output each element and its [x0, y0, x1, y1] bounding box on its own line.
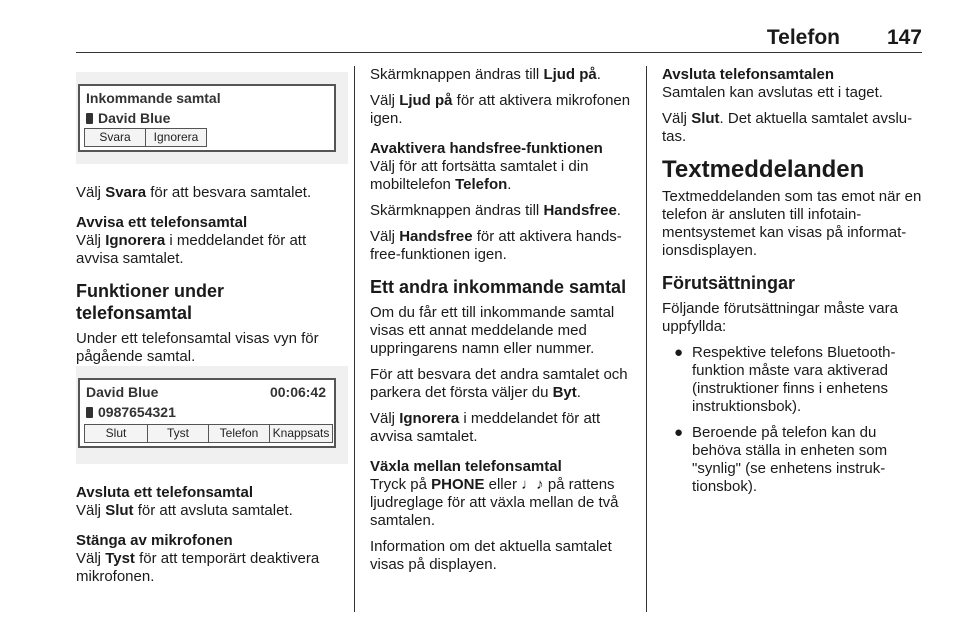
page-number: 147 — [886, 26, 922, 49]
requirements-list — [662, 344, 924, 496]
paragraph: För att besvara det andra samtalet och parkera det första väljer du Byt. — [370, 366, 628, 401]
heading: Funktioner under telefonsamtal — [76, 281, 224, 323]
phone-icon — [86, 113, 93, 124]
paragraph: Textmeddelanden som tas emot när en telefon är ansluten till infotainmentsystemet kan visas på informationsdisplayen. — [662, 188, 922, 259]
page-header — [76, 26, 922, 52]
paragraph: Välj Slut. Det aktuella samtalet avslutas. — [662, 110, 913, 145]
phone-icon — [86, 407, 93, 418]
heading: Förutsättningar — [662, 273, 795, 293]
number-row — [86, 404, 176, 420]
paragraph: Välj Slut för att avsluta samtalet. — [76, 502, 293, 519]
incoming-call-illustration — [76, 72, 348, 164]
section-heading: Textmeddelanden — [662, 156, 865, 183]
column-divider — [354, 66, 355, 612]
bullet-icon: ● — [674, 424, 684, 441]
mute-button[interactable]: Tyst — [147, 424, 209, 443]
paragraph: Välj Ignorera i meddelandet för att avvisa samtalet. — [76, 232, 307, 267]
paragraph: Välj Handsfree för att aktivera handsfree-funktionen igen. — [370, 228, 622, 263]
incoming-call-screen — [78, 84, 336, 152]
paragraph: Följande förutsättningar måste vara uppfyllda: — [662, 300, 898, 335]
subheading: Avvisa ett telefonsamtal — [76, 214, 248, 231]
caller-name: David Blue — [86, 384, 159, 400]
bullet-icon: ● — [674, 344, 684, 361]
caller-number: 0987654321 — [98, 404, 176, 420]
paragraph: Välj Ignorera i meddelandet för att avvisa samtalet. — [370, 410, 601, 445]
column-1-top — [76, 184, 340, 374]
paragraph: Skärmknappen ändras till Ljud på. — [370, 66, 601, 83]
end-button[interactable]: Slut — [84, 424, 148, 443]
paragraph: Under ett telefonsamtal visas vyn för pågående samtal. — [76, 330, 319, 365]
call-timer: 00:06:42 — [269, 384, 326, 400]
subheading: Avsluta ett telefonsamtal — [76, 484, 253, 501]
answer-button[interactable]: Svara — [84, 128, 146, 147]
subheading: Stänga av mikrofonen — [76, 532, 233, 549]
ignore-button[interactable]: Ignorera — [145, 128, 207, 147]
heading: Ett andra inkommande samtal — [370, 277, 627, 297]
paragraph: Välj Tyst för att temporärt deaktivera mikrofonen. — [76, 550, 320, 585]
subheading: Växla mellan telefonsamtal — [370, 458, 562, 475]
steering-wheel-audio-icon: ♩♪ — [521, 476, 544, 493]
keypad-button[interactable]: Knappsats — [269, 424, 333, 443]
active-call-screen — [78, 378, 336, 448]
column-divider — [646, 66, 647, 612]
paragraph: Tryck på PHONE eller ♩♪ på rattens ljudreglage för att växla mellan de två samtalen. — [370, 476, 619, 529]
paragraph: Välj Svara för att besvara samtalet. — [76, 184, 312, 201]
paragraph: Välj Ljud på för att aktivera mikrofonen igen. — [370, 92, 631, 127]
screen-button-row — [84, 424, 332, 443]
list-item: ● Respektive telefons Bluetooth-funktion måste vara aktiverad (instruktioner finns i enhetens instruktionsbok). — [674, 344, 896, 415]
paragraph: Information om det aktuella samtalet visas på displayen. — [370, 538, 612, 573]
paragraph: Välj för att fortsätta samtalet i din mobiltelefon Telefon. — [370, 158, 589, 193]
screen-title: Inkommande samtal — [86, 90, 221, 106]
column-1-bottom — [76, 484, 340, 594]
caller-row — [86, 110, 170, 126]
chapter-title: Telefon — [766, 26, 840, 49]
subheading: Avsluta telefonsamtalen — [662, 66, 834, 83]
paragraph: Samtalen kan avslutas ett i taget. — [662, 84, 883, 101]
paragraph: Om du får ett till inkommande samtal visas ett annat meddelande med uppringarens namn eller nummer. — [370, 304, 615, 357]
list-item: ● Beroende på telefon kan du behöva ställa in enheten som "synlig" (se enhetens instruktionsbok). — [674, 424, 888, 495]
header-rule — [76, 52, 922, 53]
subheading: Avaktivera handsfree-funktionen — [370, 140, 603, 157]
caller-name: David Blue — [98, 110, 171, 126]
screen-button-row — [84, 128, 206, 147]
paragraph: Skärmknappen ändras till Handsfree. — [370, 202, 621, 219]
column-2 — [370, 66, 640, 582]
telephone-button[interactable]: Telefon — [208, 424, 270, 443]
column-3 — [662, 66, 924, 504]
active-call-illustration — [76, 366, 348, 464]
